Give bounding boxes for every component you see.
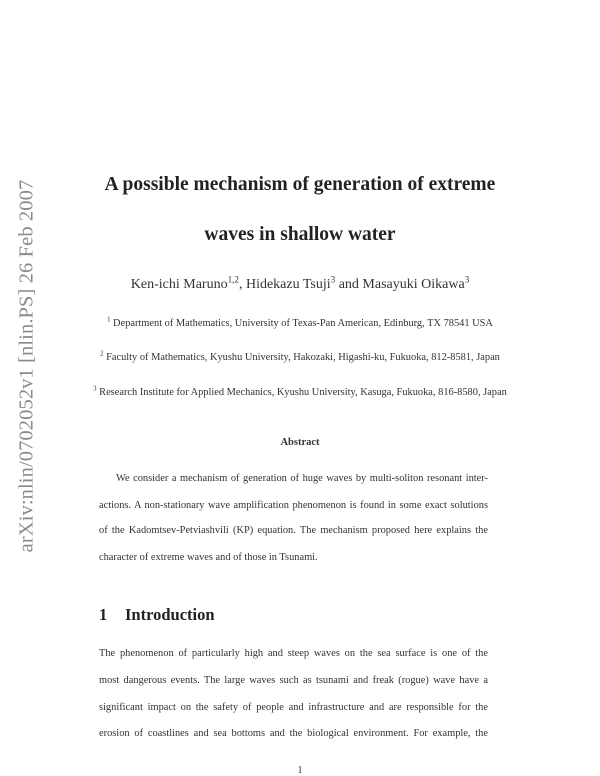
author-list bbox=[0, 274, 600, 293]
author-name: Ken-ichi Maruno bbox=[130, 277, 228, 292]
body-line: significant impact on the safety of people and infrastructure and are responsible for the bbox=[99, 702, 488, 713]
abstract-line: We consider a mechanism of generation of huge waves by multi-soliton resonant inter- bbox=[116, 473, 488, 484]
affiliation-3 bbox=[0, 387, 600, 398]
affiliation-mark: 3 bbox=[93, 385, 97, 393]
affiliation-mark: 1 bbox=[107, 316, 111, 324]
body-line: most dangerous events. The large waves such as tsunami and freak (rogue) wave have a bbox=[99, 675, 488, 686]
author-affiliation-mark: 1,2 bbox=[227, 274, 239, 285]
affiliation-text: Department of Mathematics, University of Texas-Pan American, Edinburg, TX 78541 USA bbox=[110, 318, 493, 329]
author-separator: , bbox=[238, 277, 246, 292]
affiliation-1 bbox=[0, 318, 600, 329]
abstract-line: actions. A non-stationary wave amplification phenomenon is found in some exact solutions bbox=[99, 500, 488, 511]
paper-title-line-2: waves in shallow water bbox=[204, 224, 396, 245]
author-affiliation-mark: 3 bbox=[464, 274, 470, 285]
abstract-heading: Abstract bbox=[280, 437, 320, 448]
abstract-line: of the Kadomtsev-Petviashvili (KP) equation. The mechanism proposed here explains the bbox=[99, 525, 488, 536]
abstract-line: character of extreme waves and of those in Tsunami. bbox=[99, 552, 318, 563]
page-number: 1 bbox=[297, 764, 303, 776]
affiliation-2 bbox=[0, 352, 600, 363]
author-name: Masayuki Oikawa bbox=[362, 277, 465, 292]
arxiv-stamp-text: arXiv:nlin/0702052v1 [nlin.PS] 26 Feb 2007 bbox=[15, 179, 38, 552]
author-affiliation-mark: 3 bbox=[330, 274, 336, 285]
author-name: Hidekazu Tsuji bbox=[245, 277, 331, 292]
author-separator: and bbox=[335, 277, 363, 292]
body-line: The phenomenon of particularly high and steep waves on the sea surface is one of the bbox=[99, 648, 488, 659]
paper-title-line-1: A possible mechanism of generation of extreme bbox=[104, 174, 496, 195]
section-number: 1 bbox=[99, 605, 108, 624]
affiliation-text: Faculty of Mathematics, Kyushu University, Hakozaki, Higashi-ku, Fukuoka, 812-8581, Japan bbox=[103, 352, 500, 363]
affiliation-text: Research Institute for Applied Mechanics, Kyushu University, Kasuga, Fukuoka, 816-8580, Japan bbox=[96, 387, 507, 398]
affiliation-mark: 2 bbox=[100, 350, 104, 358]
section-heading-introduction bbox=[99, 605, 215, 625]
section-title: Introduction bbox=[125, 605, 215, 624]
body-line: erosion of coastlines and sea bottoms and the biological environment. For example, the bbox=[99, 728, 488, 739]
